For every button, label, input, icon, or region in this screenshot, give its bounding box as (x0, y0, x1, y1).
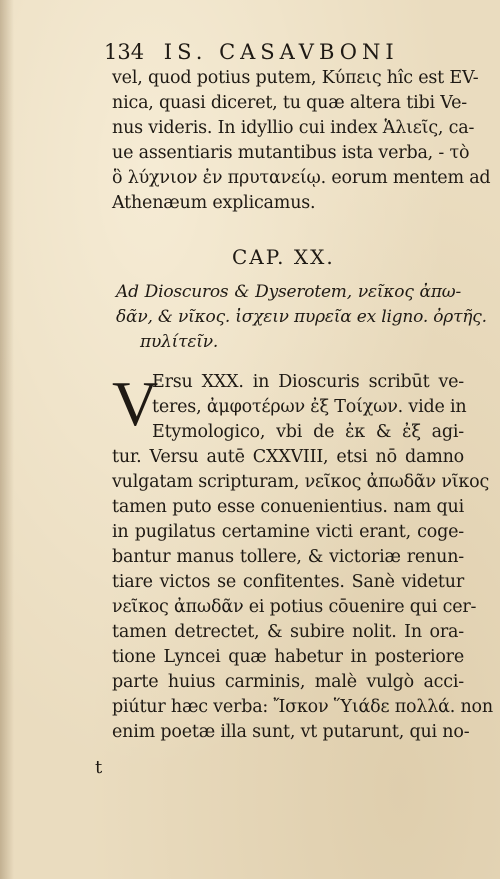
chapter-body (112, 370, 493, 745)
text-line: Etymologico, vbi de ἐκ & ἐξ agi- (152, 422, 464, 442)
text-line: nica, quasi diceret, tu quæ altera tibi Ve- (112, 93, 467, 113)
catchword-mark: t (95, 757, 103, 778)
text-line: tione Lyncei quæ habetur in posteriore (112, 647, 464, 667)
text-line: tur. Versu autē CXXVIII, etsi nō damno (112, 447, 464, 467)
title-line: Ad Dioscuros & Dyserotem, νεῖκος ἀπω- (116, 282, 461, 302)
text-line: vulgatam scripturam, νεῖκος ἀπωδᾶν νῖκος (112, 472, 490, 492)
text-line: in pugilatus certamine victi erant, coge- (112, 522, 464, 542)
text-line: ue assentiaris mutantibus ista verba, - τὸ (112, 143, 470, 163)
text-line: ὃ λύχνιον ἐν πρυτανείῳ. eorum mentem ad (112, 168, 491, 188)
text-line: enim poetæ illa sunt, vt putarunt, qui no- (112, 722, 470, 742)
drop-capital: V (112, 368, 159, 439)
chapter-heading: CAP. XX. (232, 245, 335, 269)
chapter-title (116, 280, 487, 355)
text-line: piútur hæc verba: Ἴσκον Ὕιάδε πολλά. non (112, 697, 493, 717)
text-line: tamen detrectet, & subire nolit. In ora- (112, 622, 464, 642)
text-line: parte huius carminis, malè vulgò acci- (112, 672, 464, 692)
text-line: vel, quod potius putem, Κύπεις hîc est EV- (112, 68, 479, 88)
title-line: πυλίτεῖν. (140, 332, 219, 352)
text-line: tamen puto esse conuenientius. nam qui (112, 497, 464, 517)
page-gutter-shadow (0, 0, 14, 879)
text-line: teres, ἀμφοτέρων ἐξ Τοίχων. vide in (152, 397, 467, 417)
running-header (104, 40, 399, 64)
text-line: Ersu XXX. in Dioscuris scribūt ve- (152, 372, 464, 392)
text-line: Athenæum explicamus. (112, 193, 316, 213)
running-head-author: IS. CASAVBONI (163, 40, 399, 64)
page-number: 134 (104, 40, 145, 64)
text-line: tiare victos se confitentes. Sanè videtur (112, 572, 464, 592)
title-line: δᾶν, & νῖκος. ἰσχειν πυρεῖα ex ligno. ὀρτῆς. (116, 307, 487, 327)
text-line: νεῖκος ἀπωδᾶν ei potius cōuenire qui cer- (112, 597, 477, 617)
text-line: nus videris. In idyllio cui index Ἁλιεῖς, ca- (112, 118, 475, 138)
paragraph-continuation (112, 66, 491, 216)
text-line: bantur manus tollere, & victoriæ renun- (112, 547, 464, 567)
